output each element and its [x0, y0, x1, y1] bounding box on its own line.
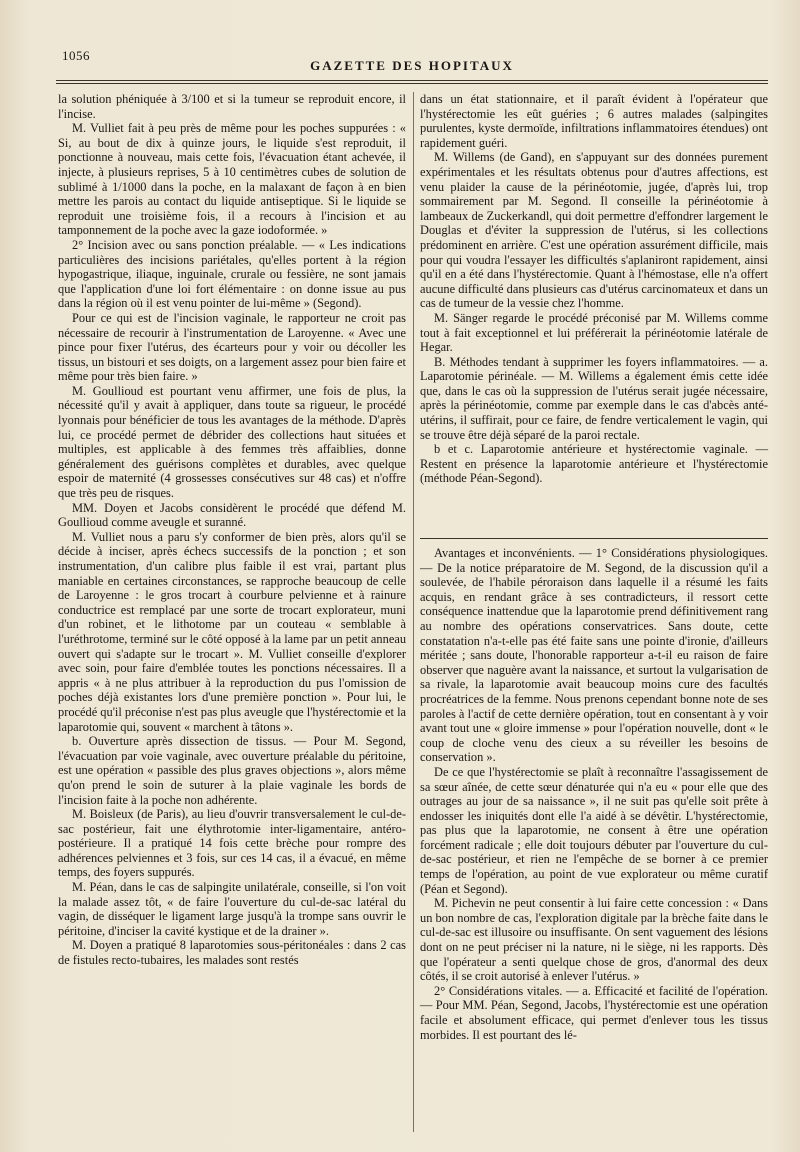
paragraph: M. Goullioud est pourtant venu affirmer, une fois de plus, la nécessité qu'il y avait à appliquer, dans toute sa rigueur, le procédé lyonnais pour bénéficier de tous les avantages de la méthode. D'après lui, ce procédé permet de débrider des collections haut situées et multiples, est applicable à des femmes très affaiblies, donne généralement des guérisons complètes et durables, avec quelque espoir de maternité (4 grossesses consécutives sur 48 cas) et n'offre que très peu de risques. [58, 383, 406, 501]
journal-title: GAZETTE DES HOPITAUX [310, 58, 514, 73]
paragraph: M. Pichevin ne peut consentir à lui faire cette concession : « Dans un bon nombre de cas, l'exploration digitale par la brèche faite dans le cul-de-sac est illusoire ou insuffisante. On sent vaguement des lésions dont on ne peut préciser ni la nature, ni le siège, ni les rapports. Dès que l'opérateur a senti quelque chose de gros, d'anormal des deux côtés, il se croit autorisé à enlever l'utérus. » [420, 896, 768, 984]
paragraph: M. Boisleux (de Paris), au lieu d'ouvrir transversalement le cul-de-sac postérieur, fait une élythrotomie inter-ligamentaire, antéro-postérieure. Il a pratiqué 14 fois cette brèche pour rompre des adhérences pelviennes et 3 fois, sur ces 14 cas, il a évacué, en même temps, des foyers suppurés. [58, 807, 406, 880]
paragraph: b et c. Laparotomie antérieure et hystérectomie vaginale. — Restent en présence la laparotomie antérieure et l'hystérectomie (méthode Péan-Segond). [420, 442, 768, 486]
paragraph: M. Doyen a pratiqué 8 laparotomies sous-péritonéales : dans 2 cas de fistules recto-tubaires, les malades sont restés [58, 938, 406, 968]
paragraph: M. Vulliet fait à peu près de même pour les poches suppurées : « Si, au bout de dix à quinze jours, le liquide s'est reproduit, il ponctionne à nouveau, mais cette fois, l'évacuation étant achevée, il injecte, à plusieurs reprises, 5 à 10 centimètres cubes de solution de sublimé à 1/1000 dans la poche, en la malaxant de façon à en bien mettre les parois au contact du liquide antiseptique. Si le liquide se reproduit une troisième fois, il a recours à l'incision et au tamponnement de la poche avec la gaze iodoformée. » [58, 121, 406, 238]
column-divider [413, 92, 414, 1132]
paragraph: Pour ce qui est de l'incision vaginale, le rapporteur ne croit pas nécessaire de recourir à l'instrumentation de Laroyenne. « Avec une pince pour fixer l'utérus, des écarteurs pour y voir ou décoller les tissus, un bistouri et ses doigts, on a largement assez pour bien faire et même pour très bien faire. » [58, 310, 406, 384]
paragraph: dans un état stationnaire, et il paraît évident à l'opérateur que l'hystérectomie les eût guéries ; 6 autres malades (salpingites purulentes, kyste dermoïde, infiltrations inflammatoires étendues) ont rapidement guéri. [420, 92, 768, 150]
paragraph: De ce que l'hystérectomie se plaît à reconnaître l'assagissement de sa sœur aînée, de cette sœur dénaturée qui n'a eu « pour elle que des outrages au jour de sa naissance », il ne suit pas qu'elle soit prête à endosser les iniquités dont elle l'a aidé à se dévêtir. L'hystérectomie, pas plus que la laparotomie, ne consent à être une opération forcément radicale ; elle doit toujours débuter par l'ouverture du cul-de-sac postérieur, et rien ne l'empêche de se borner à ce premier temps de l'opération, au point de vue explorateur ou même curatif (Péan et Segond). [420, 764, 768, 896]
paragraph: b. Ouverture après dissection de tissus. — Pour M. Segond, l'évacuation par voie vaginale, avec ouverture préalable du péritoine, est une opération « passible des plus graves objections », alors même qu'on prend le soin de suturer à la plaie vaginale les bords de l'incision faite à la poche non adhérente. [58, 734, 406, 807]
page-header [56, 46, 768, 76]
paragraph: 2° Incision avec ou sans ponction préalable. — « Les indications particulières des incisions pariétales, qu'elles portent à la région hypogastrique, iliaque, inguinale, crurale ou fessière, ne sont jamais que l'application d'une loi fort élémentaire : on donne issue au pus dans la région où il est venu pointer de lui-même » (Segond). [58, 237, 406, 311]
paragraph: MM. Doyen et Jacobs considèrent le procédé que défend M. Goullioud comme aveugle et suranné. [58, 500, 406, 530]
section-separator [420, 538, 768, 539]
paragraph: B. Méthodes tendant à supprimer les foyers inflammatoires. — a. Laparotomie périnéale. — M. Willems a également émis cette idée que, dans le cas où la suppression de l'utérus serait jugée nécessaire, après la périnéotomie, comme par exemple dans le cas d'abcès anté-utérins, il suffirait, pour ce faire, de fendre verticalement le vagin, qui se trouve être déjà séparé de la paroi rectale. [420, 354, 768, 442]
paragraph: M. Péan, dans le cas de salpingite unilatérale, conseille, si l'on voit la malade assez tôt, « de faire l'ouverture du cul-de-sac latéral du vagin, de disséquer le ligament large jusqu'à la trompe sans ouvrir le péritoine, d'inciser la cavité kystique et de la drainer ». [58, 880, 406, 938]
paragraph: Avantages et inconvénients. — 1° Considérations physiologiques. — De la notice préparatoire de M. Segond, de la discussion qu'il a soulevée, de l'habile péroraison dans laquelle il a résumé les faits acquis, en rendant grâce à ses contradicteurs, il ressort cette conséquence inattendue que la laparotomie prend définitivement rang au nombre des opérations conservatrices. Sans doute, cette constatation n'a-t-elle pas été faite sans une pointe d'ironie, d'ailleurs méritée ; sans doute, l'honorable rapporteur a-t-il eu raison de faire observer que naguère avant la naissance, et surtout la vulgarisation de sa rivale, la laparotomie avait beaucoup moins cure des facultés procréatrices de la femme. Nous prenons cependant bonne note de ses paroles à l'actif de cette dernière opération, tout en consentant à y voir avant tout une « gloire immense » pour l'opération nouvelle, dont « le coup de cloche venu des cieux a su réveiller les besoins de conservation ». [420, 546, 768, 765]
paragraph: 2° Considérations vitales. — a. Efficacité et facilité de l'opération. — Pour MM. Péan, Segond, Jacobs, l'hystérectomie est une opération facile et absolument efficace, qui permet d'enlever tous les tissus morbides. Il est pourtant des lé- [420, 983, 768, 1042]
page-number: 1056 [62, 48, 90, 63]
paragraph: M. Willems (de Gand), en s'appuyant sur des données purement expérimentales et les résultats obtenus pour d'autres affections, est venu plaider la cause de la périnéotomie, jugée, d'après lui, trop sommairement par M. Segond. Il conseille la périnéotomie à lambeaux de Zuckerkandl, qui doit permettre d'effondrer largement le Douglas et d'éviter la suppression de l'utérus, si les collections prédominent en arrière. C'est une opération assurément difficile, mais pour qui voudra l'essayer les difficultés s'aplaniront rapidement, ainsi qu'il en a été dans l'hystérectomie. Quant à l'hémostase, elle n'a offert aucune difficulté dans plusieurs cas d'utérus carcinomateux et dans un cas de tumeur de la vessie chez l'homme. [420, 150, 768, 311]
left-column [58, 92, 406, 968]
paragraph: M. Vulliet nous a paru s'y conformer de bien près, alors qu'il se décide à inciser, après échecs successifs de la ponction ; et son instrumentation, d'un calibre plus faible il est vrai, partant plus maniable en certaines circonstances, se rapproche beaucoup de celle de Laroyenne : le gros trocart à courbure pelvienne et à rainure conductrice est remplacé par une sorte de trocart explorateur, muni d'un robinet, et le lithotome par un couteau « semblable à l'uréthrotome, terminé sur le côté opposé à la lame par un petit anneau ouvert qui s'adapte sur le trocart ». M. Vulliet conseille d'explorer avec soin, pour faire d'emblée toutes les ponctions nécessaires. Il a appris « à ne plus attribuer à la reproduction du pus l'omission de poches déjà existantes lors d'une première ponction ». Pour lui, le procédé qu'il préconise n'est pas plus aveugle que l'hystérectomie et la laparotomie qui, souvent « marchent à tâtons ». [58, 529, 407, 734]
header-rule [56, 80, 768, 84]
right-column-bottom [420, 546, 768, 1042]
paragraph: M. Sänger regarde le procédé préconisé par M. Willems comme tout à fait exceptionnel et lui préférerait la périnéotomie latérale de Hegar. [420, 310, 768, 355]
paragraph: la solution phéniquée à 3/100 et si la tumeur se reproduit encore, il l'incise. [58, 92, 406, 121]
right-column-top [420, 92, 768, 486]
